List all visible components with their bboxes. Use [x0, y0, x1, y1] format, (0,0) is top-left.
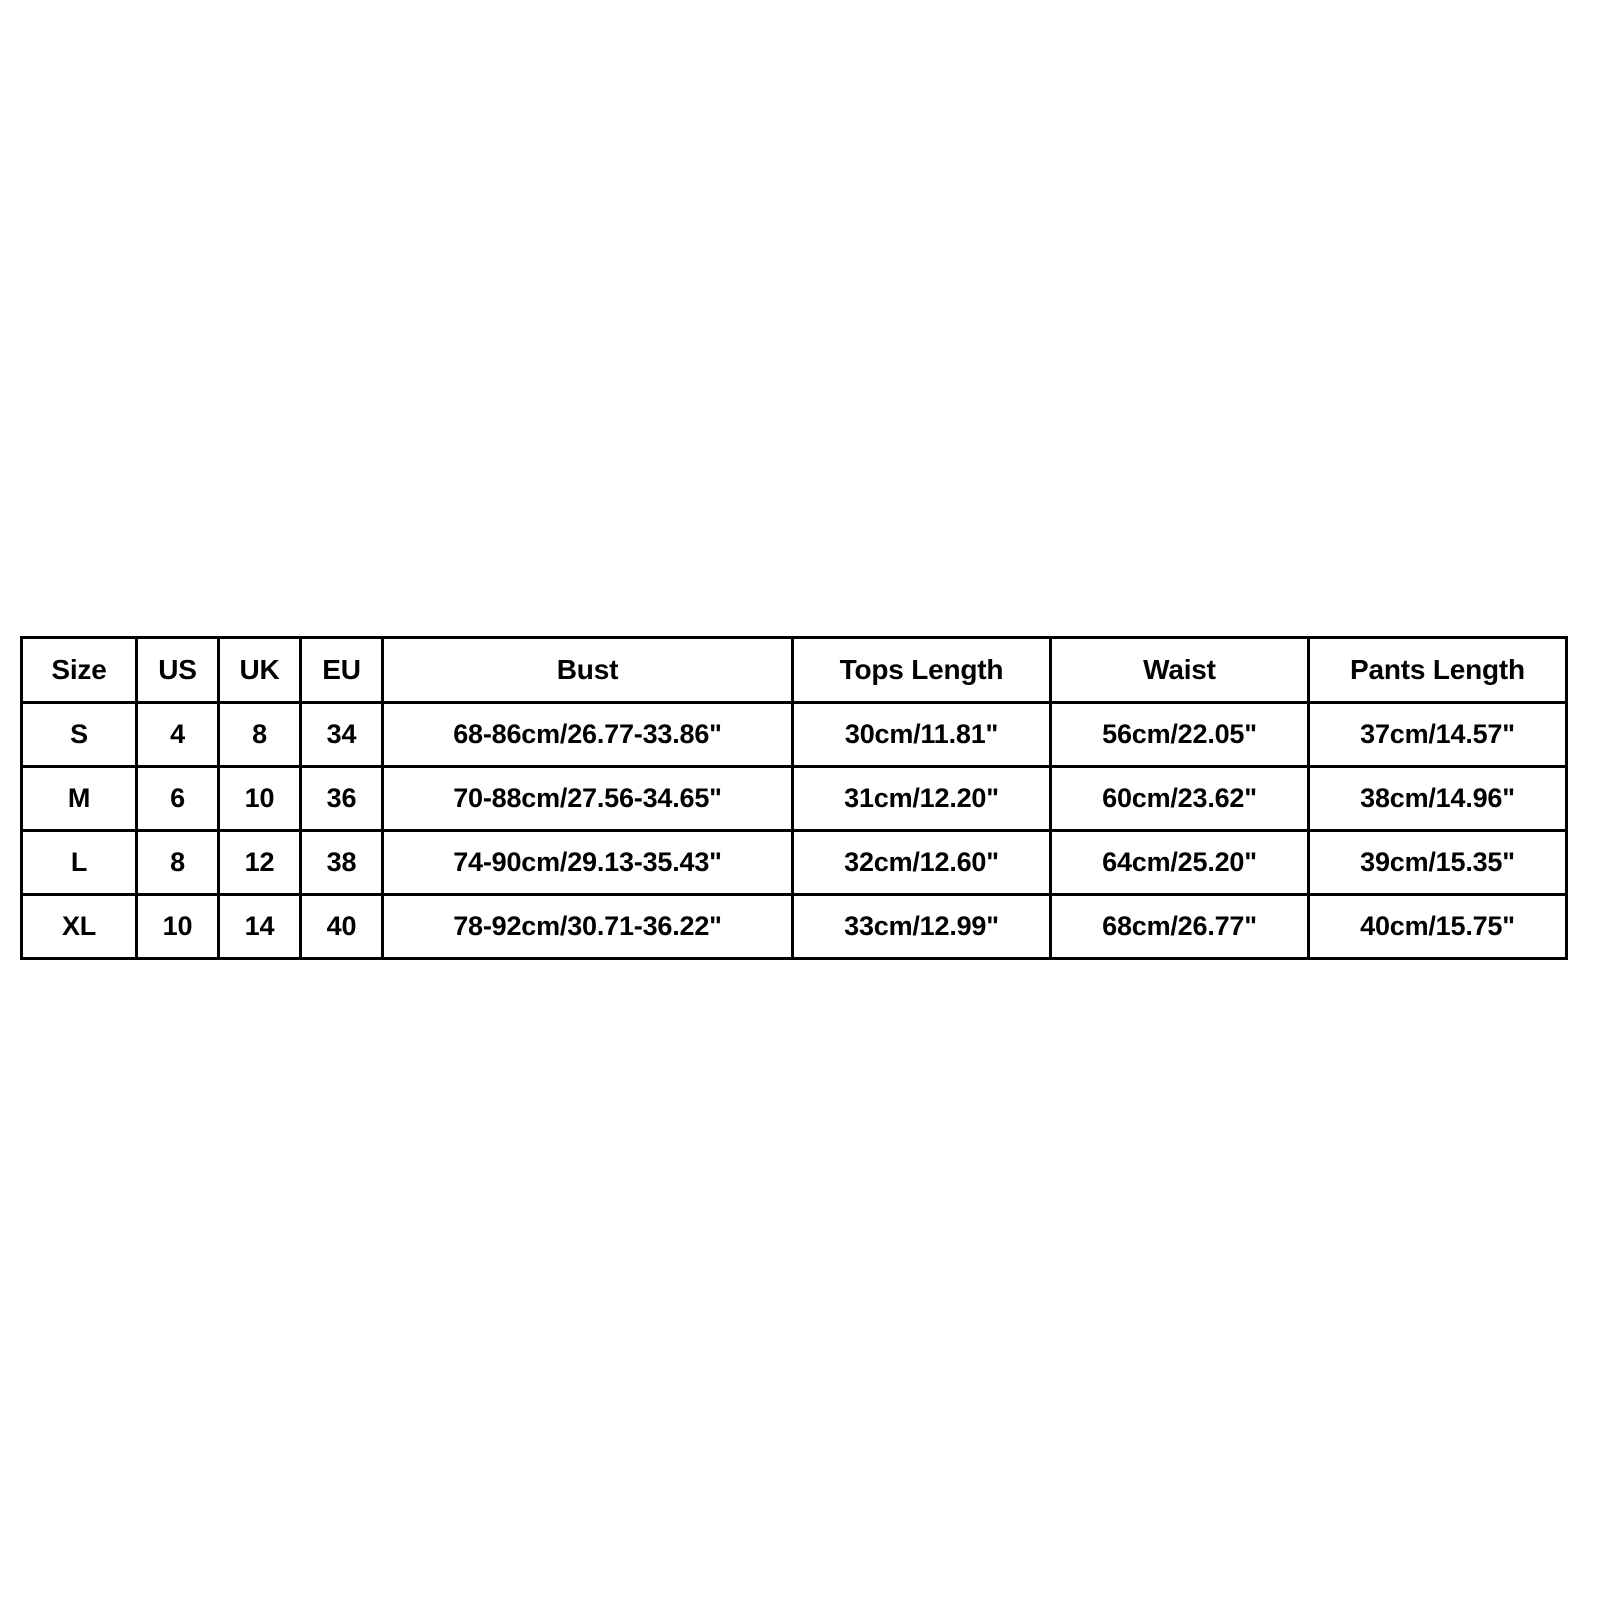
cell-bust: 68-86cm/26.77-33.86" [383, 703, 793, 767]
column-header-pants-length: Pants Length [1309, 638, 1567, 703]
cell-pants-length: 38cm/14.96" [1309, 767, 1567, 831]
cell-eu: 36 [301, 767, 383, 831]
cell-pants-length: 37cm/14.57" [1309, 703, 1567, 767]
table-row [22, 831, 1567, 895]
column-header-bust: Bust [383, 638, 793, 703]
table-header-row [22, 638, 1567, 703]
cell-waist: 64cm/25.20" [1051, 831, 1309, 895]
cell-eu: 40 [301, 895, 383, 959]
cell-bust: 78-92cm/30.71-36.22" [383, 895, 793, 959]
cell-us: 6 [137, 767, 219, 831]
cell-pants-length: 40cm/15.75" [1309, 895, 1567, 959]
column-header-eu: EU [301, 638, 383, 703]
cell-size: M [22, 767, 137, 831]
column-header-size: Size [22, 638, 137, 703]
cell-uk: 10 [219, 767, 301, 831]
cell-us: 8 [137, 831, 219, 895]
cell-uk: 14 [219, 895, 301, 959]
cell-tops-length: 30cm/11.81" [793, 703, 1051, 767]
cell-size: L [22, 831, 137, 895]
cell-waist: 60cm/23.62" [1051, 767, 1309, 831]
column-header-waist: Waist [1051, 638, 1309, 703]
cell-tops-length: 32cm/12.60" [793, 831, 1051, 895]
table-row [22, 703, 1567, 767]
cell-uk: 12 [219, 831, 301, 895]
cell-size: XL [22, 895, 137, 959]
cell-pants-length: 39cm/15.35" [1309, 831, 1567, 895]
cell-waist: 56cm/22.05" [1051, 703, 1309, 767]
table-row [22, 895, 1567, 959]
table-row [22, 767, 1567, 831]
column-header-tops-length: Tops Length [793, 638, 1051, 703]
size-chart-table [20, 636, 1568, 960]
size-chart-container [20, 636, 1530, 960]
cell-eu: 38 [301, 831, 383, 895]
cell-uk: 8 [219, 703, 301, 767]
column-header-us: US [137, 638, 219, 703]
cell-bust: 70-88cm/27.56-34.65" [383, 767, 793, 831]
cell-bust: 74-90cm/29.13-35.43" [383, 831, 793, 895]
cell-size: S [22, 703, 137, 767]
cell-eu: 34 [301, 703, 383, 767]
column-header-uk: UK [219, 638, 301, 703]
cell-us: 4 [137, 703, 219, 767]
cell-tops-length: 31cm/12.20" [793, 767, 1051, 831]
cell-tops-length: 33cm/12.99" [793, 895, 1051, 959]
cell-us: 10 [137, 895, 219, 959]
cell-waist: 68cm/26.77" [1051, 895, 1309, 959]
